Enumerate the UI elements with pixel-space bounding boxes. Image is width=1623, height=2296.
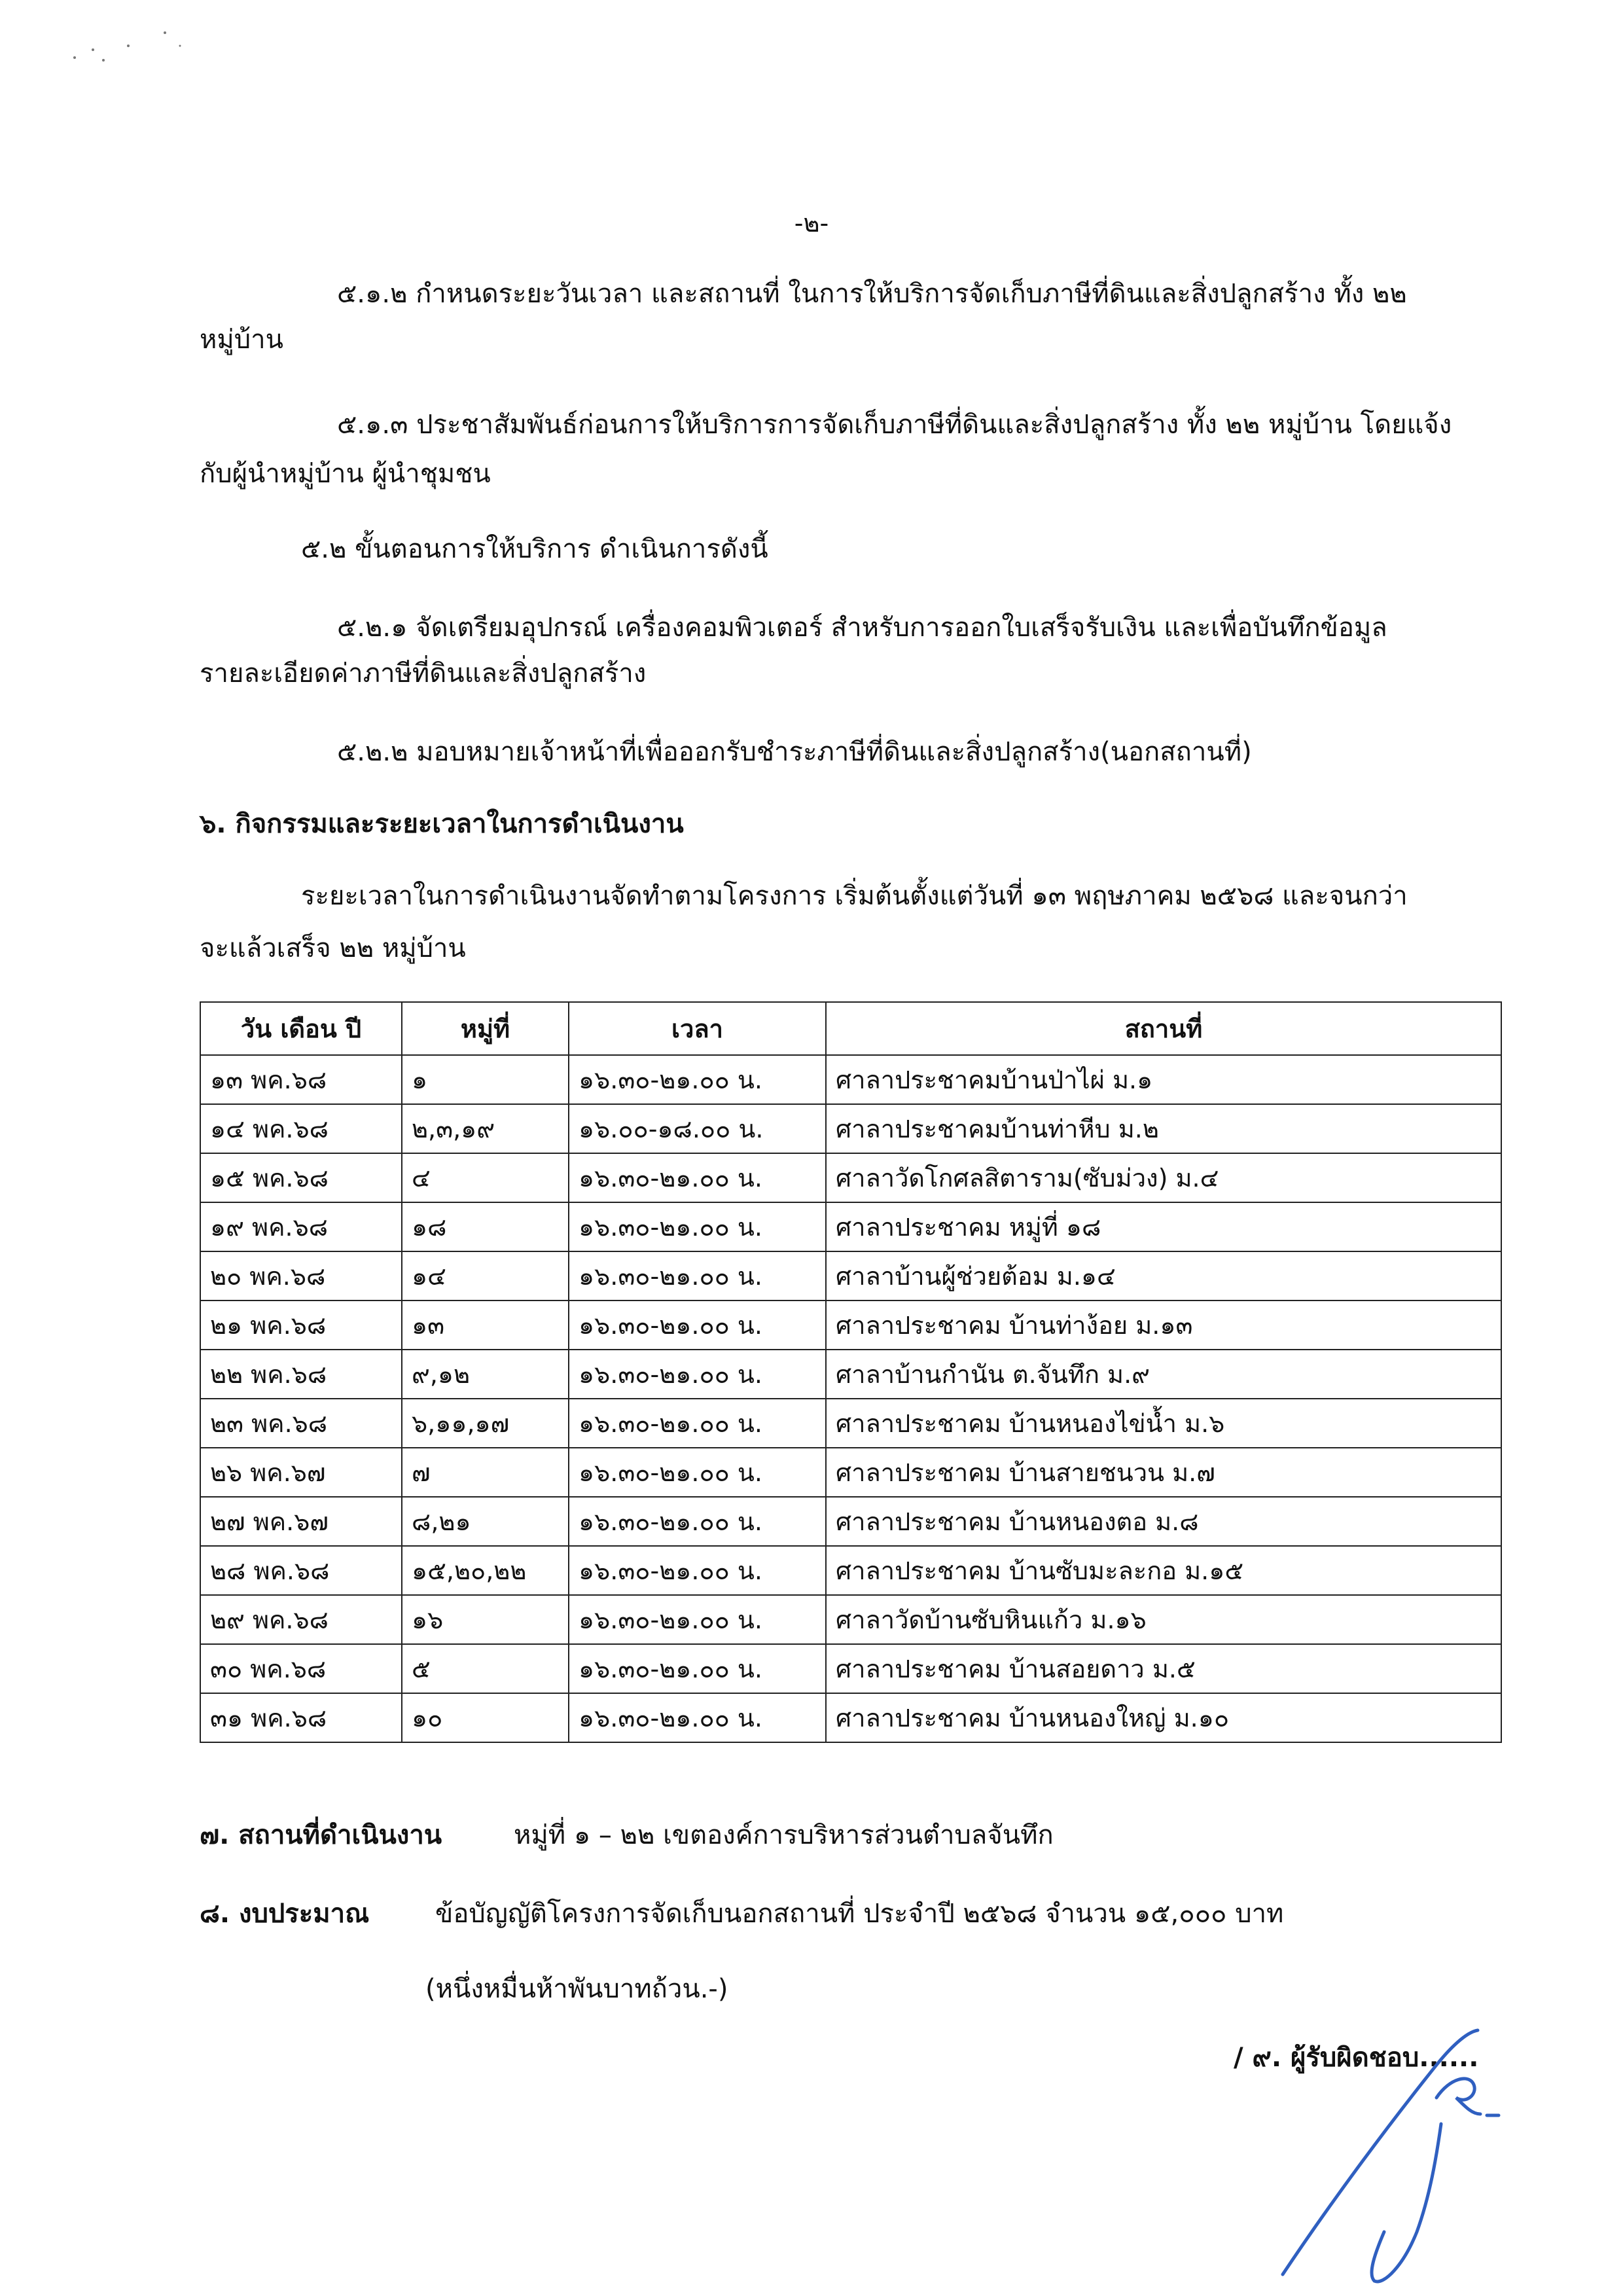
cell-date: ๒๒ พค.๖๘	[200, 1350, 402, 1399]
table-row	[200, 1153, 1501, 1202]
table-row	[200, 1399, 1501, 1448]
cell-place: ศาลาวัดบ้านซับหินแก้ว ม.๑๖	[826, 1595, 1501, 1644]
signature-scribble	[1270, 2016, 1610, 2291]
section-7-text: หมู่ที่ ๑ – ๒๒ เขตองค์การบริหารส่วนตำบลจันทึก	[514, 1820, 1054, 1850]
cell-place: ศาลาประชาคม บ้านสายชนวน ม.๗	[826, 1448, 1501, 1497]
header-date: วัน เดือน ปี	[200, 1002, 402, 1055]
table-row	[200, 1693, 1501, 1742]
cell-time: ๑๖.๓๐-๒๑.๐๐ น.	[569, 1644, 826, 1693]
cell-date: ๒๘ พค.๖๘	[200, 1546, 402, 1595]
table-row	[200, 1251, 1501, 1300]
cell-village: ๑๐	[402, 1693, 569, 1742]
section-6-heading: ๖. กิจกรรมและระยะเวลาในการดำเนินงาน	[200, 809, 684, 839]
cell-time: ๑๖.๓๐-๒๑.๐๐ น.	[569, 1399, 826, 1448]
cell-village: ๔	[402, 1153, 569, 1202]
cell-place: ศาลาประชาคม บ้านท่าง้อย ม.๑๓	[826, 1300, 1501, 1350]
cell-village: ๑๘	[402, 1202, 569, 1251]
scan-specks	[65, 20, 196, 65]
cell-place: ศาลาประชาคมบ้านป่าไผ่ ม.๑	[826, 1055, 1501, 1104]
cell-village: ๑๔	[402, 1251, 569, 1300]
cell-village: ๑๕,๒๐,๒๒	[402, 1546, 569, 1595]
cell-time: ๑๖.๐๐-๑๘.๐๐ น.	[569, 1104, 826, 1153]
cell-date: ๑๔ พค.๖๘	[200, 1104, 402, 1153]
cell-time: ๑๖.๓๐-๒๑.๐๐ น.	[569, 1300, 826, 1350]
section-5-1-2-line-2: หมู่บ้าน	[200, 325, 283, 355]
table-row	[200, 1300, 1501, 1350]
cell-time: ๑๖.๓๐-๒๑.๐๐ น.	[569, 1448, 826, 1497]
cell-time: ๑๖.๓๐-๒๑.๐๐ น.	[569, 1497, 826, 1546]
table-row	[200, 1448, 1501, 1497]
cell-date: ๒๑ พค.๖๘	[200, 1300, 402, 1350]
cell-time: ๑๖.๓๐-๒๑.๐๐ น.	[569, 1350, 826, 1399]
cell-time: ๑๖.๓๐-๒๑.๐๐ น.	[569, 1153, 826, 1202]
cell-time: ๑๖.๓๐-๒๑.๐๐ น.	[569, 1251, 826, 1300]
cell-village: ๙,๑๒	[402, 1350, 569, 1399]
cell-date: ๒๖ พค.๖๗	[200, 1448, 402, 1497]
cell-date: ๓๑ พค.๖๘	[200, 1693, 402, 1742]
cell-place: ศาลาประชาคม บ้านซับมะละกอ ม.๑๕	[826, 1546, 1501, 1595]
cell-date: ๑๓ พค.๖๘	[200, 1055, 402, 1104]
cell-place: ศาลาประชาคม หมู่ที่ ๑๘	[826, 1202, 1501, 1251]
table-row	[200, 1104, 1501, 1153]
section-5-2-1-line-1: ๕.๒.๑ จัดเตรียมอุปกรณ์ เครื่องคอมพิวเตอร์ สำหรับการออกใบเสร็จรับเงิน และเพื่อบันทึกข้อมูล	[337, 613, 1387, 643]
cell-time: ๑๖.๓๐-๒๑.๐๐ น.	[569, 1595, 826, 1644]
cell-time: ๑๖.๓๐-๒๑.๐๐ น.	[569, 1055, 826, 1104]
section-8-heading: ๘. งบประมาณ	[200, 1899, 370, 1929]
cell-village: ๑	[402, 1055, 569, 1104]
table-row	[200, 1644, 1501, 1693]
cell-place: ศาลาประชาคม บ้านสอยดาว ม.๕	[826, 1644, 1501, 1693]
table-header-row	[200, 1002, 1501, 1055]
section-5-1-3-line-2: กับผู้นำหมู่บ้าน ผู้นำชุมชน	[200, 459, 491, 489]
table-row	[200, 1497, 1501, 1546]
cell-date: ๑๕ พค.๖๘	[200, 1153, 402, 1202]
cell-village: ๑๓	[402, 1300, 569, 1350]
table-row	[200, 1055, 1501, 1104]
cell-place: ศาลาประชาคมบ้านท่าหีบ ม.๒	[826, 1104, 1501, 1153]
section-5-2-2: ๕.๒.๒ มอบหมายเจ้าหน้าที่เพื่อออกรับชำระภาษีที่ดินและสิ่งปลูกสร้าง(นอกสถานที่)	[337, 737, 1252, 767]
cell-date: ๒๗ พค.๖๗	[200, 1497, 402, 1546]
header-time: เวลา	[569, 1002, 826, 1055]
header-place: สถานที่	[826, 1002, 1501, 1055]
cell-place: ศาลาบ้านผู้ช่วยต้อม ม.๑๔	[826, 1251, 1501, 1300]
section-7-heading: ๗. สถานที่ดำเนินงาน	[200, 1820, 442, 1850]
cell-village: ๗	[402, 1448, 569, 1497]
section-6-line-2: จะแล้วเสร็จ ๒๒ หมู่บ้าน	[200, 933, 466, 963]
cell-time: ๑๖.๓๐-๒๑.๐๐ น.	[569, 1546, 826, 1595]
cell-village: ๕	[402, 1644, 569, 1693]
cell-village: ๑๖	[402, 1595, 569, 1644]
section-5-2-1-line-2: รายละเอียดค่าภาษีที่ดินและสิ่งปลูกสร้าง	[200, 658, 647, 689]
cell-place: ศาลาบ้านกำนัน ต.จันทึก ม.๙	[826, 1350, 1501, 1399]
header-village: หมู่ที่	[402, 1002, 569, 1055]
cell-time: ๑๖.๓๐-๒๑.๐๐ น.	[569, 1202, 826, 1251]
section-6-line-1: ระยะเวลาในการดำเนินงานจัดทำตามโครงการ เริ่มต้นตั้งแต่วันที่ ๑๓ พฤษภาคม ๒๕๖๘ และจนกว่า	[301, 881, 1408, 911]
cell-place: ศาลาวัดโกศลสิตาราม(ซับม่วง) ม.๔	[826, 1153, 1501, 1202]
section-5-2: ๕.๒ ขั้นตอนการให้บริการ ดำเนินการดังนี้	[301, 534, 768, 564]
cell-date: ๒๓ พค.๖๘	[200, 1399, 402, 1448]
section-5-1-3-line-1: ๕.๑.๓ ประชาสัมพันธ์ก่อนการให้บริการการจัดเก็บภาษีที่ดินและสิ่งปลูกสร้าง ทั้ง ๒๒ หมู่บ้าน โดยแจ้ง	[337, 410, 1452, 440]
section-8-amount-words: (หนึ่งหมื่นห้าพันบาทถ้วน.-)	[425, 1974, 728, 2004]
cell-time: ๑๖.๓๐-๒๑.๐๐ น.	[569, 1693, 826, 1742]
cell-date: ๓๐ พค.๖๘	[200, 1644, 402, 1693]
cell-place: ศาลาประชาคม บ้านหนองไข่น้ำ ม.๖	[826, 1399, 1501, 1448]
cell-village: ๖,๑๑,๑๗	[402, 1399, 569, 1448]
cell-village: ๘,๒๑	[402, 1497, 569, 1546]
table-row	[200, 1546, 1501, 1595]
section-5-1-2-line-1: ๕.๑.๒ กำหนดระยะวันเวลา และสถานที่ ในการให้บริการจัดเก็บภาษีที่ดินและสิ่งปลูกสร้าง ทั้ง ๒๒	[337, 279, 1407, 309]
section-8-text: ข้อบัญญัติโครงการจัดเก็บนอกสถานที่ ประจำปี ๒๕๖๘ จำนวน ๑๕,๐๐๐ บาท	[435, 1899, 1284, 1929]
cell-date: ๒๙ พค.๖๘	[200, 1595, 402, 1644]
cell-place: ศาลาประชาคม บ้านหนองตอ ม.๘	[826, 1497, 1501, 1546]
table-row	[200, 1350, 1501, 1399]
continuation-marker: / ๙. ผู้รับผิดชอบ......	[1234, 2043, 1479, 2073]
schedule-table	[200, 1001, 1502, 1743]
cell-date: ๒๐ พค.๖๘	[200, 1251, 402, 1300]
page-number: -๒-	[794, 209, 829, 238]
cell-place: ศาลาประชาคม บ้านหนองใหญ่ ม.๑๐	[826, 1693, 1501, 1742]
table-row	[200, 1202, 1501, 1251]
cell-date: ๑๙ พค.๖๘	[200, 1202, 402, 1251]
table-row	[200, 1595, 1501, 1644]
cell-village: ๒,๓,๑๙	[402, 1104, 569, 1153]
